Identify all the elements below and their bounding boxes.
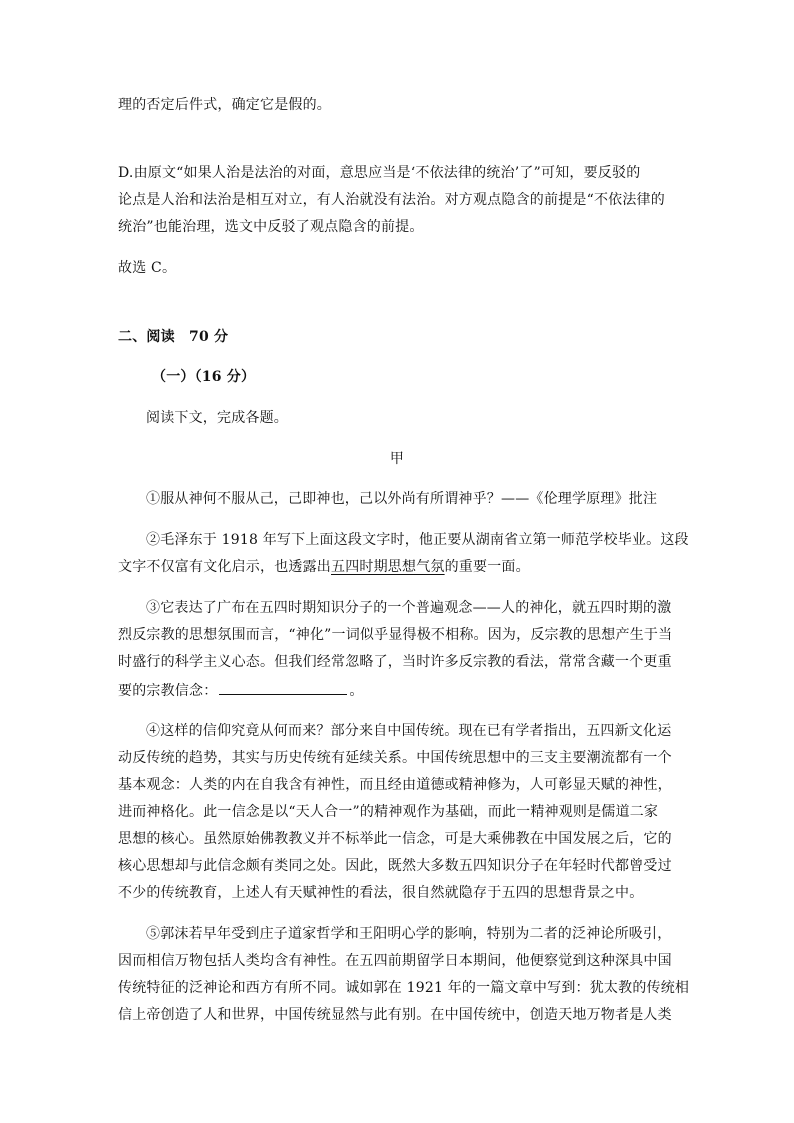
underlined-phrase: 五四时期思想气氛 bbox=[331, 559, 445, 575]
paragraph-4-line-5: 思想的核心。虽然原始佛教教义并不标举此一信念，可是大乘佛教在中国发展之后，它的 bbox=[118, 831, 672, 847]
paragraph-4-line-7: 不少的传统教育，上述人有天赋神性的看法，很自然就隐存于五四的思想背景之中。 bbox=[118, 885, 644, 901]
paragraph-3-line-4 bbox=[118, 681, 678, 699]
paragraph-5-line-1: ⑤郭沫若早年受到庄子道家哲学和王阳明心学的影响，特别为二者的泛神论所吸引， bbox=[146, 926, 672, 942]
paragraph-3-line-1: ③它表达了广布在五四时期知识分子的一个普遍观念——人的神化，就五四时期的激 bbox=[146, 600, 672, 616]
paragraph-4-line-1: ④这样的信仰究竟从何而来？部分来自中国传统。现在已有学者指出，五四新文化运 bbox=[146, 723, 672, 739]
fill-in-blank[interactable] bbox=[219, 681, 347, 695]
paragraph-3-line-2: 烈反宗教的思想氛围而言，“神化”一词似乎显得极不相称。因为，反宗教的思想产生于当 bbox=[118, 627, 673, 643]
paragraph-3-line-3: 时盛行的科学主义心态。但我们经常忽略了，当时许多反宗教的看法，常常含藏一个更重 bbox=[118, 654, 672, 670]
paragraph-4-line-6: 核心思想却与此信念颇有类同之处。因此，既然大多数五四知识分子在年轻时代都曾受过 bbox=[118, 858, 672, 874]
option-d-line-1: D.由原文“如果人治是法治的对面，意思应当是‘不依法律的统治’了”可知，要反驳的 bbox=[118, 165, 641, 181]
paragraph-2-line-1: ②毛泽东于 1918 年写下上面这段文字时，他正要从湖南省立第一师范学校毕业。这段 bbox=[146, 532, 689, 548]
answer-line: 故选 C。 bbox=[118, 260, 177, 276]
paragraph-2-text-before: 文字不仅富有文化启示，也透露出 bbox=[118, 559, 331, 575]
paragraph-2-line-2 bbox=[118, 559, 678, 575]
option-d-line-3: 统治”也能治理，选文中反驳了观点隐含的前提。 bbox=[118, 219, 424, 235]
option-d-line-2: 论点是人治和法治是相互对立，有人治就没有法治。对方观点隐含的前提是“不依法律的 bbox=[118, 192, 665, 208]
paragraph-5-line-4: 信上帝创造了人和世界，中国传统显然与此有别。在中国传统中，创造天地万物者是人类 bbox=[118, 1007, 672, 1023]
instruction: 阅读下文，完成各题。 bbox=[146, 410, 288, 426]
paragraph-5-line-3: 传统特征的泛神论和西方有所不同。诚如郭在 1921 年的一篇文章中写到：犹太教的传统相 bbox=[118, 980, 690, 996]
paragraph-3-text-before: 要的宗教信念： bbox=[118, 683, 218, 699]
continuation-line: 理的否定后件式，确定它是假的。 bbox=[118, 97, 331, 113]
passage-title: 甲 bbox=[389, 451, 405, 467]
paragraph-1: ①服从神何不服从己，己即神也，己以外尚有所谓神乎？——《伦理学原理》批注 bbox=[146, 491, 658, 507]
part-heading: （一）（16 分） bbox=[152, 369, 256, 385]
paragraph-4-line-3: 基本观念：人类的内在自我含有神性，而且经由道德或精神修为，人可彰显天赋的神性， bbox=[118, 777, 672, 793]
paragraph-2-text-after: 的重要一面。 bbox=[444, 559, 530, 575]
section-heading: 二、阅读 70 分 bbox=[118, 329, 229, 345]
paragraph-3-text-after: 。 bbox=[349, 683, 364, 699]
paragraph-5-line-2: 因而相信万物包括人类均含有神性。在五四前期留学日本期间，他便察觉到这种深具中国 bbox=[118, 953, 672, 969]
paragraph-4-line-4: 进而神格化。此一信念是以“天人合一”的精神观作为基础，而此一精神观则是儒道二家 bbox=[118, 804, 659, 820]
paragraph-4-line-2: 动反传统的趋势，其实与历史传统有延续关系。中国传统思想中的三支主要潮流都有一个 bbox=[118, 750, 672, 766]
